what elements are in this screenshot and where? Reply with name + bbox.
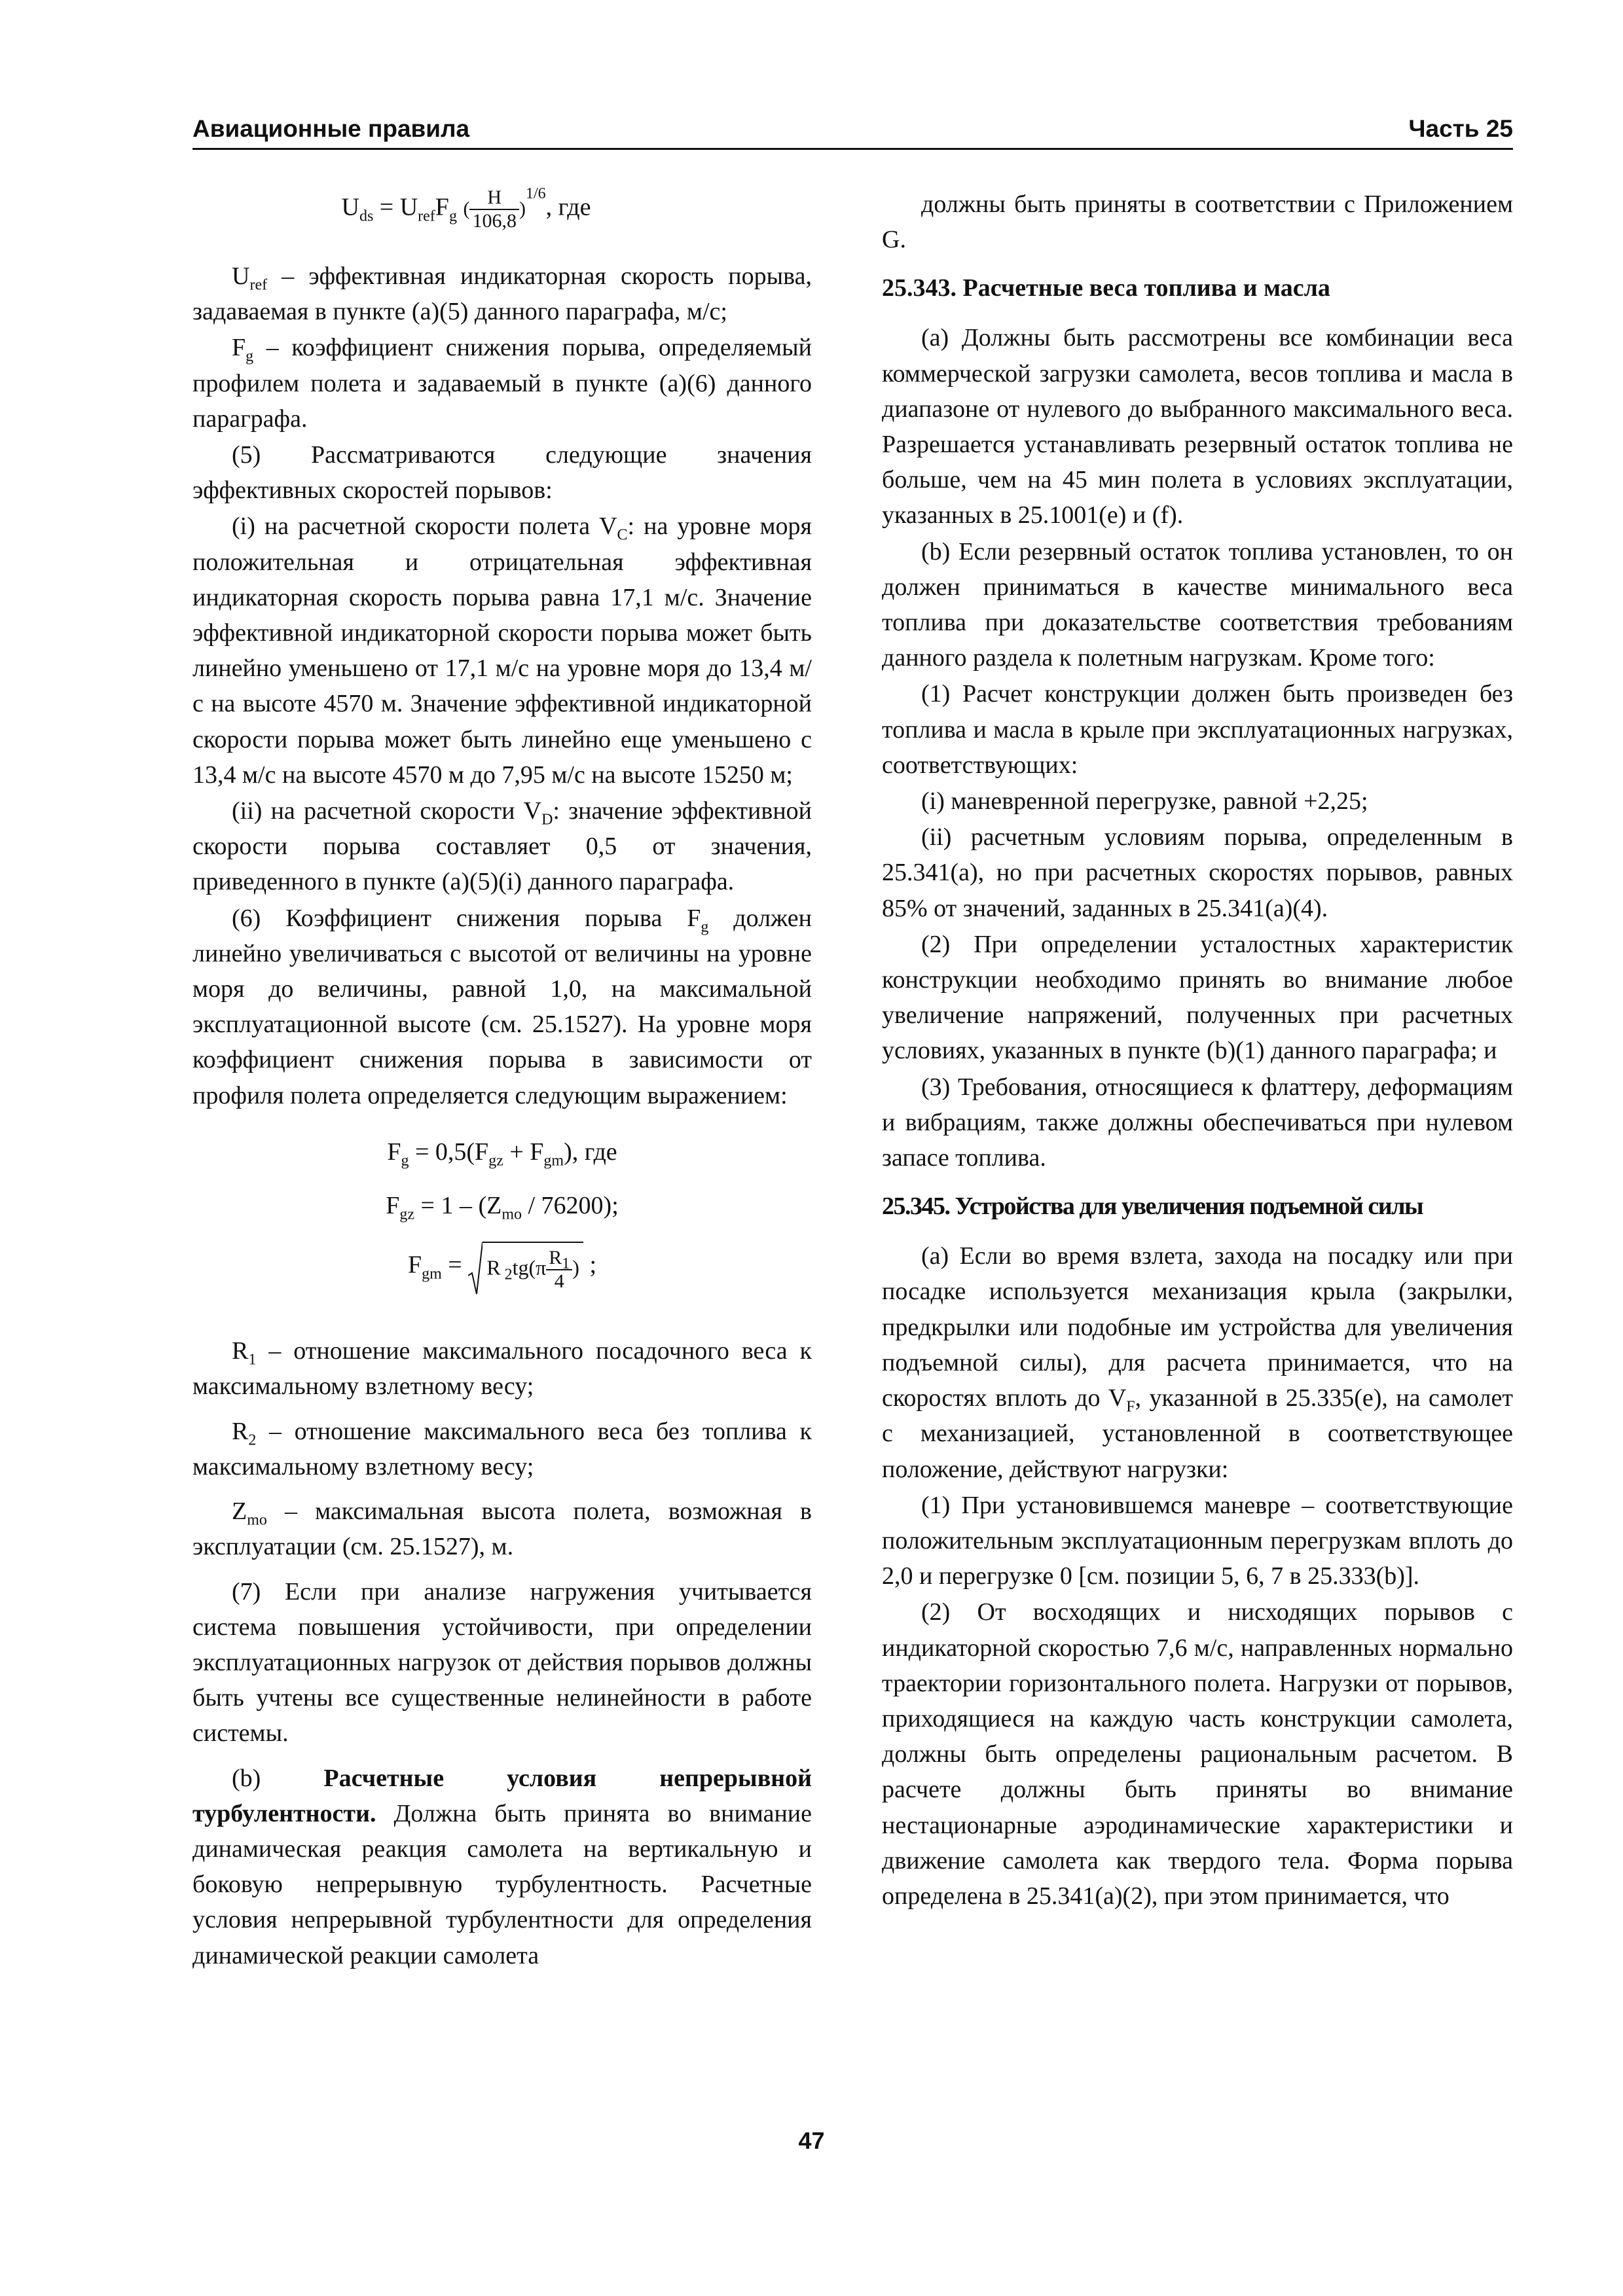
formula-text: tg(π bbox=[512, 1255, 547, 1280]
fraction-denominator: 106,8 bbox=[472, 210, 517, 232]
formula-text: + F bbox=[503, 1138, 544, 1166]
right-column bbox=[882, 187, 1513, 1914]
paragraph-345-a2: (2) От восходящих и нисходящих порывов с индикаторной скоростью 7,6 м/с, направленных нормально траектории горизонтального полета. Нагрузки от порывов, приходящиеся на каждую часть конструкции самолета, должны быть определены рациональным расчетом. В расчете должны быть приняты во внимание нестационарные аэродинамические характеристики и движение самолета как твердого тела. Форма порыва определена в 25.341(a)(2), при этом принимается, что bbox=[882, 1598, 1513, 1910]
formula-fgm bbox=[192, 1242, 812, 1307]
formula-fraction bbox=[469, 187, 519, 232]
formula-text: ), где bbox=[564, 1138, 617, 1166]
page-number: 47 bbox=[798, 2127, 825, 2154]
formula-text: , где bbox=[545, 193, 591, 221]
section-heading-25-343: 25.343. Расчетные веса топлива и масла bbox=[882, 274, 1330, 302]
subscript: mo bbox=[247, 1511, 267, 1529]
definition-text: – эффективная индикаторная скорость порыва, задаваемая в пункте (a)(5) данного параграфа, м/с; bbox=[192, 262, 812, 326]
formula-text: = U bbox=[373, 193, 418, 221]
formula-text: = bbox=[441, 1251, 469, 1279]
paragraph-5-ii bbox=[192, 793, 812, 900]
page-header bbox=[192, 113, 1513, 152]
definition-text: – коэффициент снижения порыва, определяемый профилем полета и задаваемый в пункте (a)(6) данного параграфа. bbox=[192, 334, 812, 433]
paragraph-343-b1: (1) Расчет конструкции должен быть произведен без топлива и масла в крыле при эксплуатационных нагрузках, соответствующих: bbox=[882, 680, 1513, 779]
paragraph-text: должен линейно увеличиваться с высотой от величины на уровне моря до величины, равной 1,0, на максимальной эксплуатационной высоте (см. 25.1527). На уровне моря коэффициент снижения порыва в зависимости от профиля полета определяется следующим выражением: bbox=[192, 904, 812, 1109]
subscript: D bbox=[541, 811, 553, 829]
section-heading-25-345: 25.345. Устройства для увеличения подъемной силы bbox=[882, 1193, 1423, 1221]
paragraph-343-b1-i: (i) маневренной перегрузке, равной +2,25; bbox=[921, 787, 1368, 816]
paragraph-345-a bbox=[882, 1238, 1513, 1486]
paragraph-text: (6) Коэффициент снижения порыва F bbox=[232, 904, 701, 932]
definition-text: – максимальная высота полета, возможная в эксплуатации (см. 25.1527), м. bbox=[192, 1498, 812, 1561]
paragraph-5-i bbox=[192, 509, 812, 793]
fraction-denominator: 4 bbox=[554, 1270, 564, 1293]
paragraph-text: , указанной в 25.335(e), на самолет с механизацией, установленной в соответствующее положение, действуют нагрузки: bbox=[882, 1384, 1513, 1483]
fraction-numerator: H bbox=[469, 187, 519, 210]
paragraph-343-b: (b) Если резервный остаток топлива установлен, то он должен приниматься в качестве минимального веса топлива при доказательстве соответствия требованиям данного раздела к полетным нагрузкам. Кроме того: bbox=[882, 537, 1513, 672]
definition-text: – отношение максимального веса без топлива к максимальному взлетному весу; bbox=[192, 1417, 812, 1480]
formula-text: ; bbox=[583, 1251, 597, 1279]
formula-exponent: 1/6 bbox=[525, 185, 546, 203]
formula-text: ) bbox=[572, 1255, 579, 1280]
formula-symbol: U bbox=[341, 193, 359, 221]
paragraph-343-b3: (3) Требования, относящиеся к флаттеру, деформациям и вибрациям, также должны обеспечиваться при нулевом запасе топлива. bbox=[882, 1073, 1513, 1172]
definition-r1 bbox=[192, 1333, 812, 1404]
symbol: R bbox=[232, 1337, 249, 1365]
symbol: R bbox=[232, 1417, 249, 1445]
formula-fgz bbox=[192, 1188, 812, 1223]
formula-text: F bbox=[407, 1251, 422, 1279]
subscript: g bbox=[246, 348, 254, 365]
formula-text: F bbox=[387, 1138, 401, 1166]
paragraph-text: : на уровне моря положительная и отрицательная эффективная индикаторная скорость порыва равна 17,1 м/с. Значение эффективной индикаторной скорости порыва может быть линейно уменьшено от 17,1 м/с на уровне моря до 13,4 м/с на высоте 4570 м. Значение эффективной индикаторной скорости порыва может быть линейно еще уменьшено с 13,4 м/с на высоте 4570 м до 7,95 м/с на высоте 15250 м; bbox=[192, 512, 812, 789]
formula-subscript: g bbox=[401, 1152, 409, 1170]
definition-uref bbox=[192, 259, 812, 329]
square-root bbox=[468, 1242, 583, 1293]
formula-text: R bbox=[549, 1247, 562, 1269]
formula-subscript: gm bbox=[543, 1152, 564, 1170]
formula-subscript: 1 bbox=[562, 1255, 570, 1273]
subscript: g bbox=[701, 918, 709, 936]
radicand bbox=[483, 1242, 583, 1293]
formula-subscript: gz bbox=[488, 1152, 503, 1170]
formula-subscript: g bbox=[448, 207, 457, 225]
formula-text: = 1 – (Z bbox=[414, 1192, 502, 1220]
paragraph-text: Должна быть принята во внимание динамическая реакция самолета на вертикальную и боковую непрерывную турбулентность. Расчетные условия непрерывной турбулентности для определения динамической реакции самолета bbox=[192, 1799, 812, 1969]
subscript: C bbox=[617, 527, 628, 545]
paragraph-text: : значение эффективной скорости порыва составляет 0,5 от значения, приведенного в пункте (a)(5)(i) данного параграфа. bbox=[192, 797, 812, 896]
definition-fg bbox=[192, 330, 812, 437]
formula-text: F bbox=[386, 1192, 400, 1220]
formula-text: / 76200); bbox=[521, 1192, 619, 1220]
paragraph-343-b2: (2) При определении усталостных характеристик конструкции необходимо принять во внимание любое увеличение напряжений, полученных при расчетных условиях, указанных в пункте (b)(1) данного параграфа; и bbox=[882, 930, 1513, 1065]
formula-text: R bbox=[486, 1255, 501, 1280]
symbol: F bbox=[232, 334, 246, 362]
formula-text: F bbox=[435, 193, 449, 221]
formula-subscript: ds bbox=[359, 207, 374, 225]
header-title: Авиационные правила bbox=[192, 115, 470, 142]
left-column bbox=[192, 187, 812, 1974]
formula-subscript: mo bbox=[501, 1206, 522, 1223]
definition-text: – отношение максимального посадочного веса к максимальному взлетному весу; bbox=[192, 1337, 812, 1401]
formula-uds: $U_{ds} = U_{ref}F_g$ ( $\frac{H}{106,8}$ )$^{1/6}$, где bbox=[341, 185, 591, 232]
definition-zmo bbox=[192, 1494, 812, 1564]
subscript: 1 bbox=[248, 1351, 257, 1369]
formula-subscript: gm bbox=[422, 1265, 442, 1283]
paragraph-b bbox=[192, 1761, 812, 1973]
paragraph-bold-title: Расчетные условия непрерывной турбулентности. bbox=[192, 1764, 812, 1827]
definition-r2 bbox=[192, 1414, 812, 1484]
formula-fg bbox=[192, 1134, 812, 1170]
paragraph-5: (5) Рассматриваются следующие значения эффективных скоростей порывов: bbox=[192, 441, 812, 505]
formula-fraction bbox=[546, 1247, 572, 1293]
paragraph-345-a1: (1) При установившемся маневре – соответствующие положительным эксплуатационным перегрузкам вплоть до 2,0 и перегрузке 0 [см. позиции 5, 6, 7 в 25.333(b)]. bbox=[882, 1491, 1513, 1590]
continuation-paragraph: должны быть приняты в соответствии с Приложением G. bbox=[882, 190, 1513, 254]
symbol: U bbox=[232, 262, 250, 290]
paragraph-text: (b) bbox=[232, 1764, 324, 1792]
paragraph-text: (a) Если во время взлета, захода на посадку или при посадке используется механизация крыла (закрылки, предкрылки или подобные им устройства для увеличения подъемной силы), для расчета принимается, что на скоростях вплоть до V bbox=[882, 1242, 1513, 1412]
formula-subscript: ref bbox=[418, 207, 435, 225]
subscript: ref bbox=[249, 276, 268, 294]
fraction-numerator bbox=[546, 1247, 572, 1273]
radical-sign-icon bbox=[468, 1242, 483, 1295]
header-rule bbox=[192, 148, 1513, 150]
paragraph-343-b1-ii: (ii) расчетным условиям порыва, определенным в 25.341(a), но при расчетных скоростях порывов, равных 85% от значений, заданных в 25.341(a)(4). bbox=[882, 823, 1513, 922]
formula-subscript: 2 bbox=[500, 1266, 513, 1284]
formula-text: = 0,5(F bbox=[409, 1138, 489, 1166]
header-part: Часть 25 bbox=[1408, 115, 1513, 142]
symbol: Z bbox=[232, 1498, 247, 1526]
paragraph-7: (7) Если при анализе нагружения учитывается система повышения устойчивости, при определении эксплуатационных нагрузок от действия порывов должны быть учтены все существенные нелинейности в работе системы. bbox=[192, 1577, 812, 1748]
paragraph-text: (i) на расчетной скорости полета V bbox=[232, 512, 617, 541]
paragraph-6 bbox=[192, 901, 812, 1113]
subscript: 2 bbox=[248, 1431, 257, 1449]
subscript: F bbox=[1126, 1398, 1135, 1416]
paragraph-text: (ii) на расчетной скорости V bbox=[232, 797, 542, 825]
formula-subscript: gz bbox=[399, 1206, 415, 1223]
paragraph-343-a: (a) Должны быть рассмотрены все комбинации веса коммерческой загрузки самолета, весов топлива и масла в диапазоне от нулевого до выбранного максимального веса. Разрешается устанавливать резервный остаток топлива не больше, чем на 45 мин полета в условиях эксплуатации, указанных в 25.1001(e) и (f). bbox=[882, 324, 1513, 529]
